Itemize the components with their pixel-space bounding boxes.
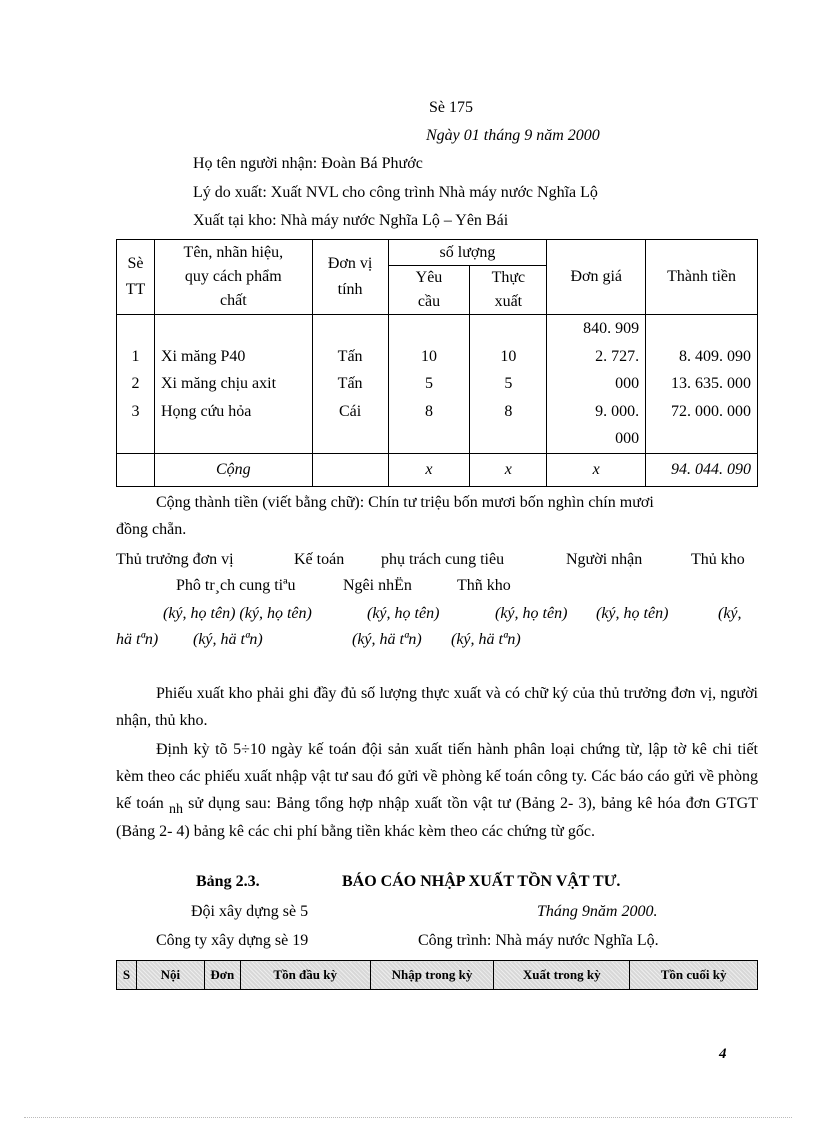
cong-bang-chu-2: đồng chẵn. xyxy=(116,521,187,538)
phieu-xuat-table xyxy=(116,239,758,487)
nguoi-nhan: Họ tên người nhận: Đoàn Bá Phước xyxy=(193,155,423,172)
thucxuat-3: 8 xyxy=(504,402,513,420)
ngay-phieu: Ngày 01 tháng 9 năm 2000 xyxy=(426,127,600,144)
col-stt xyxy=(117,315,155,454)
col-ten xyxy=(154,315,312,454)
col-dvt xyxy=(312,315,388,454)
header-ten: Tên, nhãn hiệu, quy cách phẩm chất xyxy=(154,240,312,315)
col-thuc-xuat xyxy=(470,315,547,454)
ky-ho-ten-8: (ký, hä tªn) xyxy=(352,631,422,648)
page-number: 4 xyxy=(719,1046,727,1062)
sign-phu-trach: phụ trách cung tiêu xyxy=(381,551,505,568)
sign-thu-truong: Thủ trưởng đơn vị xyxy=(116,551,234,568)
thucxuat-1: 10 xyxy=(500,347,517,365)
b2-header-s: S xyxy=(117,961,137,990)
ky-ho-ten-6: hä tªn) xyxy=(116,631,159,648)
cong-trinh: Công trình: Nhà máy nước Nghĩa Lộ. xyxy=(418,932,659,949)
garbled-nguoi-nhan: Ngêi nhËn xyxy=(343,577,412,594)
sign-nguoi-nhan: Người nhận xyxy=(566,551,643,568)
thucxuat-2: 5 xyxy=(504,375,513,392)
b2-header-xuat: Xuất trong kỳ xyxy=(494,961,630,990)
header-thanh-tien: Thành tiền xyxy=(646,240,758,315)
col-thanh-tien xyxy=(646,315,758,454)
dongia-line-3: 000 xyxy=(615,375,640,392)
dvt-1: Tấn xyxy=(337,347,363,365)
dongia-line-1: 840. 909 xyxy=(583,320,640,337)
thanhtien-3: 72. 000. 000 xyxy=(671,402,751,420)
total-label: Cộng xyxy=(154,453,312,486)
ky-ho-ten-3: (ký, họ tên) xyxy=(495,605,568,622)
thanhtien-1: 8. 409. 090 xyxy=(679,347,751,365)
ly-do-xuat: Lý do xuất: Xuất NVL cho công trình Nhà máy nước Nghĩa Lộ xyxy=(193,184,598,201)
paragraph-dinh-ky-b: sử dụng sau: Bảng tổng hợp nhập xuất tồn vật tư (Bảng 2- 3), bảng kê hóa đơn GTGT (Bảng 2- 4) bảng kê các chi phí bằng tiền khác kèm theo các chứng từ gốc. xyxy=(116,795,759,840)
page-edge-divider xyxy=(24,1117,792,1118)
col-don-gia xyxy=(547,315,646,454)
dvt-3: Cái xyxy=(339,402,362,420)
sign-thu-kho: Thủ kho xyxy=(691,551,745,568)
garbled-phu-trach: Phô tr¸ch cung tiªu xyxy=(176,577,296,594)
xuat-tai-kho: Xuất tại kho: Nhà máy nước Nghĩa Lộ – Yên Bái xyxy=(193,212,509,229)
stt-2: 2 xyxy=(131,375,140,392)
bang-label: Bảng 2.3. xyxy=(196,873,260,890)
cong-ty: Công ty xây dựng sè 19 xyxy=(156,932,309,949)
stt-1: 1 xyxy=(131,347,140,365)
garbled-thu-kho: Thñ kho xyxy=(457,577,511,594)
ky-ho-ten-1: (ký, họ tên) (ký, họ tên) xyxy=(163,605,312,622)
total-thucxuat: x xyxy=(470,453,547,486)
paragraph-phieu-xuat: Phiếu xuất kho phải ghi đầy đủ số lượng thực xuất và có chữ ký của thủ trưởng đơn vị, người nhận, thủ kho. xyxy=(116,685,758,729)
ky-ho-ten-4: (ký, họ tên) xyxy=(596,605,669,622)
b2-header-don: Đơn xyxy=(204,961,240,990)
bang-title: BÁO CÁO NHẬP XUẤT TỒN VẬT TƯ. xyxy=(342,873,621,890)
paragraph-dinh-ky-a: Định kỳ tõ 5÷10 ngày kế toán đội sản xuất tiến hành phân loại chứng từ, lập tờ kê chi tiết kèm theo các phiếu xuất nhập vật tư sau đó gửi về phòng kế toán công ty. Các báo cáo gửi về phòng kế toán xyxy=(116,741,758,812)
paragraph-dinh-ky-nh: nh xyxy=(168,802,183,817)
ten-2: Xi măng chịu axit xyxy=(160,375,277,392)
paragraph-dinh-ky xyxy=(116,736,758,845)
yeucau-3: 8 xyxy=(424,402,433,420)
doi-xay-dung: Đội xây dựng sè 5 xyxy=(191,903,309,920)
yeucau-1: 10 xyxy=(420,347,437,365)
total-dongia: x xyxy=(547,453,646,486)
b2-header-ton-dau: Tồn đầu kỳ xyxy=(240,961,370,990)
dongia-line-5: 000 xyxy=(615,430,640,447)
header-yeu-cau: Yêu cầu xyxy=(388,266,470,315)
thang-nam: Tháng 9năm 2000. xyxy=(537,903,658,920)
so-phieu: Sè 175 xyxy=(429,99,473,116)
sign-ke-toan: Kế toán xyxy=(294,551,345,568)
total-value: 94. 044. 090 xyxy=(646,453,758,486)
stt-3: 3 xyxy=(131,402,140,420)
dongia-line-2: 2. 727. xyxy=(595,347,640,365)
b2-header-ton-cuoi: Tồn cuối kỳ xyxy=(630,961,758,990)
dvt-2: Tấn xyxy=(337,375,363,392)
ky-ho-ten-7: (ký, hä tªn) xyxy=(193,631,263,648)
header-thuc-xuat: Thực xuất xyxy=(470,266,547,315)
yeucau-2: 5 xyxy=(424,375,433,392)
total-yeucau: x xyxy=(388,453,470,486)
header-don-gia: Đơn giá xyxy=(547,240,646,315)
dongia-line-4: 9. 000. xyxy=(595,402,640,420)
ky-ho-ten-9: (ký, hä tªn) xyxy=(451,631,521,648)
ky-ho-ten-2: (ký, họ tên) xyxy=(367,605,440,622)
header-stt: Sè TT xyxy=(117,240,155,315)
ten-1: Xi măng P40 xyxy=(160,347,246,365)
cong-bang-chu: Cộng thành tiền (viết bằng chữ): Chín tư triệu bốn mươi bốn nghìn chín mươi xyxy=(156,494,654,511)
b2-header-noi: Nội xyxy=(136,961,204,990)
ten-3: Họng cứu hỏa xyxy=(160,402,252,420)
thanhtien-2: 13. 635. 000 xyxy=(671,375,751,392)
bang-nhap-xuat-ton-header xyxy=(116,960,758,990)
col-yeu-cau xyxy=(388,315,470,454)
ky-ho-ten-5: (ký, xyxy=(718,605,742,622)
header-so-luong: số lượng xyxy=(388,240,547,266)
header-dvt: Đơn vị tính xyxy=(312,240,388,315)
b2-header-nhap: Nhập trong kỳ xyxy=(370,961,494,990)
